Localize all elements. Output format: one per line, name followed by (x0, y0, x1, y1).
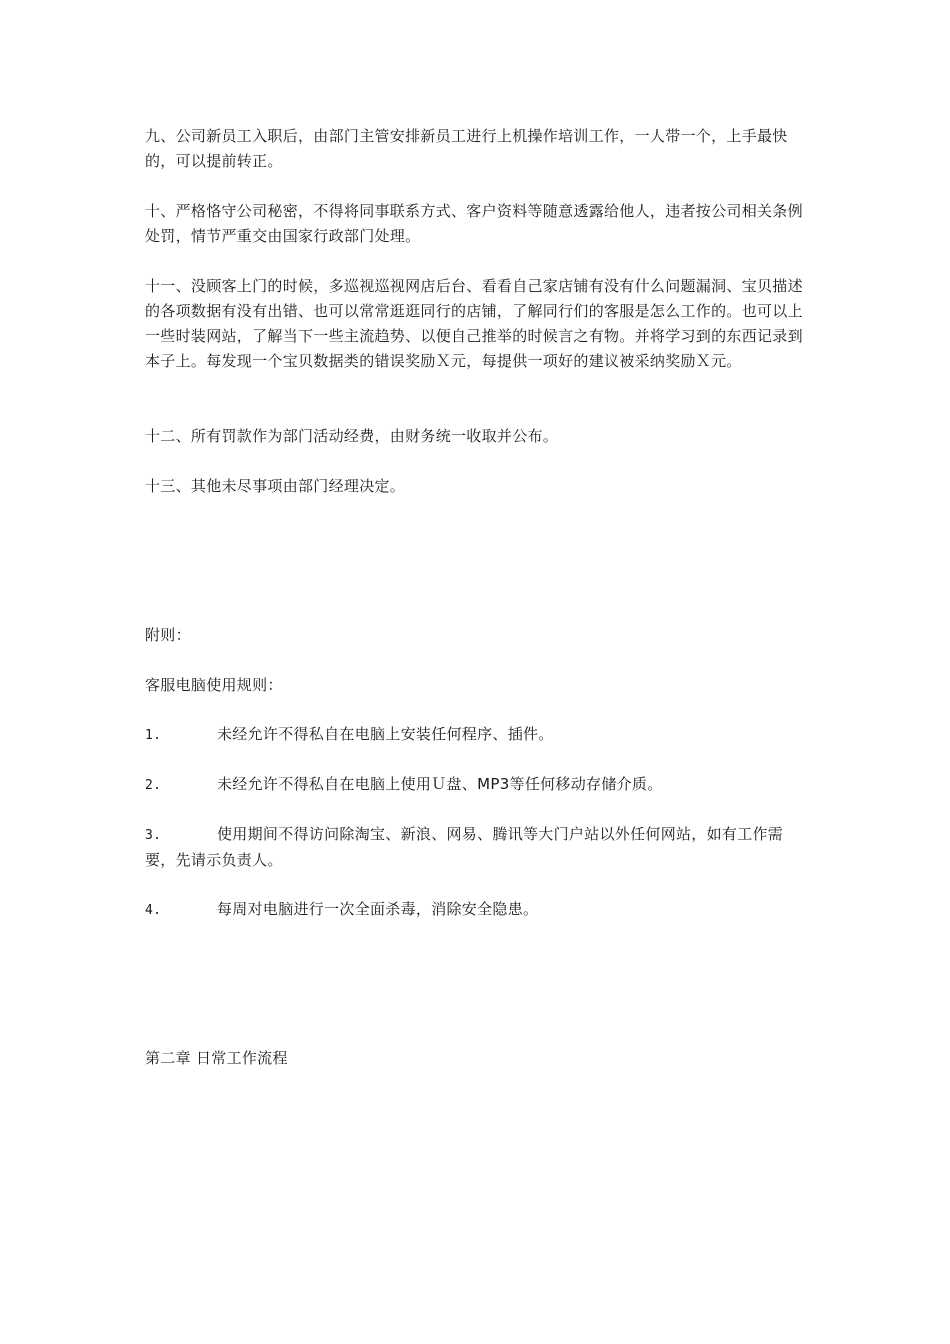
appendix-subheading: 客服电脑使用规则： (145, 676, 283, 694)
rule-nine: 九、公司新员工入职后，由部门主管安排新员工进行上机操作培训工作，一人带一个，上手最快的，可以提前转正。 (145, 127, 788, 170)
list-item-number: 1. (145, 728, 162, 743)
list-item-text: 每周对电脑进行一次全面杀毒，消除安全隐患。 (217, 900, 539, 918)
list-item-number: 3. (145, 828, 162, 843)
list-item-number: 2. (145, 778, 162, 793)
list-item (145, 722, 810, 748)
list-item-text: 未经允许不得私自在电脑上安装任何程序、插件。 (217, 725, 554, 743)
list-item (145, 897, 810, 923)
chapter-title: 第二章 日常工作流程 (145, 1049, 288, 1067)
list-item-number: 4. (145, 903, 162, 918)
appendix-heading: 附则： (145, 626, 191, 644)
rule-twelve: 十二、所有罚款作为部门活动经费，由财务统一收取并公布。 (145, 427, 559, 445)
rule-ten: 十、严格恪守公司秘密，不得将同事联系方式、客户资料等随意透露给他人，违者按公司相关条例处罚，情节严重交由国家行政部门处理。 (145, 202, 803, 245)
list-item-text: 未经允许不得私自在电脑上使用Ｕ盘、MP3等任何移动存储介质。 (217, 775, 663, 793)
list-item (145, 822, 810, 873)
rule-eleven: 十一、没顾客上门的时候，多巡视巡视网店后台、看看自己家店铺有没有什么问题漏洞、宝贝描述的各项数据有没有出错、也可以常常逛逛同行的店铺，了解同行们的客服是怎么工作的。也可以上一些时装网站，了解当下一些主流趋势、以便自己推举的时候言之有物。并将学习到的东西记录到本子上。每发现一个宝贝数据类的错误奖励Ｘ元，每提供一项好的建议被采纳奖励Ｘ元。 (145, 277, 803, 370)
list-item-text: 使用期间不得访问除淘宝、新浪、网易、腾讯等大门户站以外任何网站，如有工作需要，先请示负责人。 (145, 825, 784, 869)
rule-thirteen: 十三、其他未尽事项由部门经理决定。 (145, 477, 406, 495)
list-item (145, 772, 810, 798)
